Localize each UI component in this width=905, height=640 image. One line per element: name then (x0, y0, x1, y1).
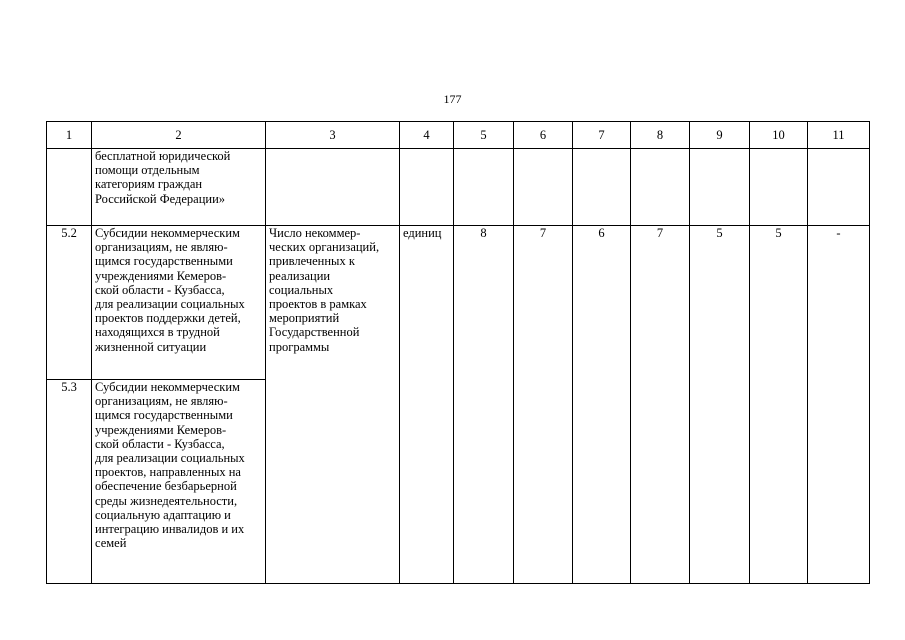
header-cell: 2 (92, 122, 266, 149)
unit-cell: единиц (400, 226, 454, 584)
value-cell: - (808, 226, 870, 584)
indicator-cell: Число некоммер- ческих организаций, привлеченных к реализации социальных проектов в рамках мероприятий Государственной программы (266, 226, 400, 584)
value-cell: 7 (514, 226, 573, 584)
row-number: 5.3 (47, 380, 92, 584)
header-cell: 4 (400, 122, 454, 149)
value-cell: 5 (690, 226, 750, 584)
value-cell (514, 149, 573, 226)
row-name: Субсидии некоммерческим организациям, не являю- щимся государственными учреждениями Кемеров- ской области - Кузбасса, для реализации социальных проектов, направленных на обеспечение безбарьерной среды жизнедеятельности, социальную адаптацию и интеграцию инвалидов и их семей (92, 380, 266, 584)
unit-cell (400, 149, 454, 226)
indicator-cell (266, 149, 400, 226)
value-cell (808, 149, 870, 226)
value-cell (573, 149, 631, 226)
header-cell: 6 (514, 122, 573, 149)
value-cell (750, 149, 808, 226)
row-number (47, 149, 92, 226)
value-cell: 8 (454, 226, 514, 584)
header-cell: 7 (573, 122, 631, 149)
header-cell: 11 (808, 122, 870, 149)
row-name: Субсидии некоммерческим организациям, не являю- щимся государственными учреждениями Кемеров- ской области - Кузбасса, для реализации социальных проектов поддержки детей, находящихся в трудной жизненной ситуации (92, 226, 266, 380)
row-name: бесплатной юридической помощи отдельным категориям граждан Российской Федерации» (92, 149, 266, 226)
value-cell (631, 149, 690, 226)
header-cell: 1 (47, 122, 92, 149)
row-number: 5.2 (47, 226, 92, 380)
value-cell: 7 (631, 226, 690, 584)
table-row (47, 226, 870, 380)
table-row (47, 149, 870, 226)
header-cell: 8 (631, 122, 690, 149)
value-cell: 6 (573, 226, 631, 584)
value-cell (454, 149, 514, 226)
header-cell: 10 (750, 122, 808, 149)
header-cell: 9 (690, 122, 750, 149)
header-cell: 5 (454, 122, 514, 149)
header-row (47, 122, 870, 149)
value-cell (690, 149, 750, 226)
value-cell: 5 (750, 226, 808, 584)
page-number: 177 (443, 92, 462, 106)
header-cell: 3 (266, 122, 400, 149)
indicator-table (46, 121, 870, 584)
